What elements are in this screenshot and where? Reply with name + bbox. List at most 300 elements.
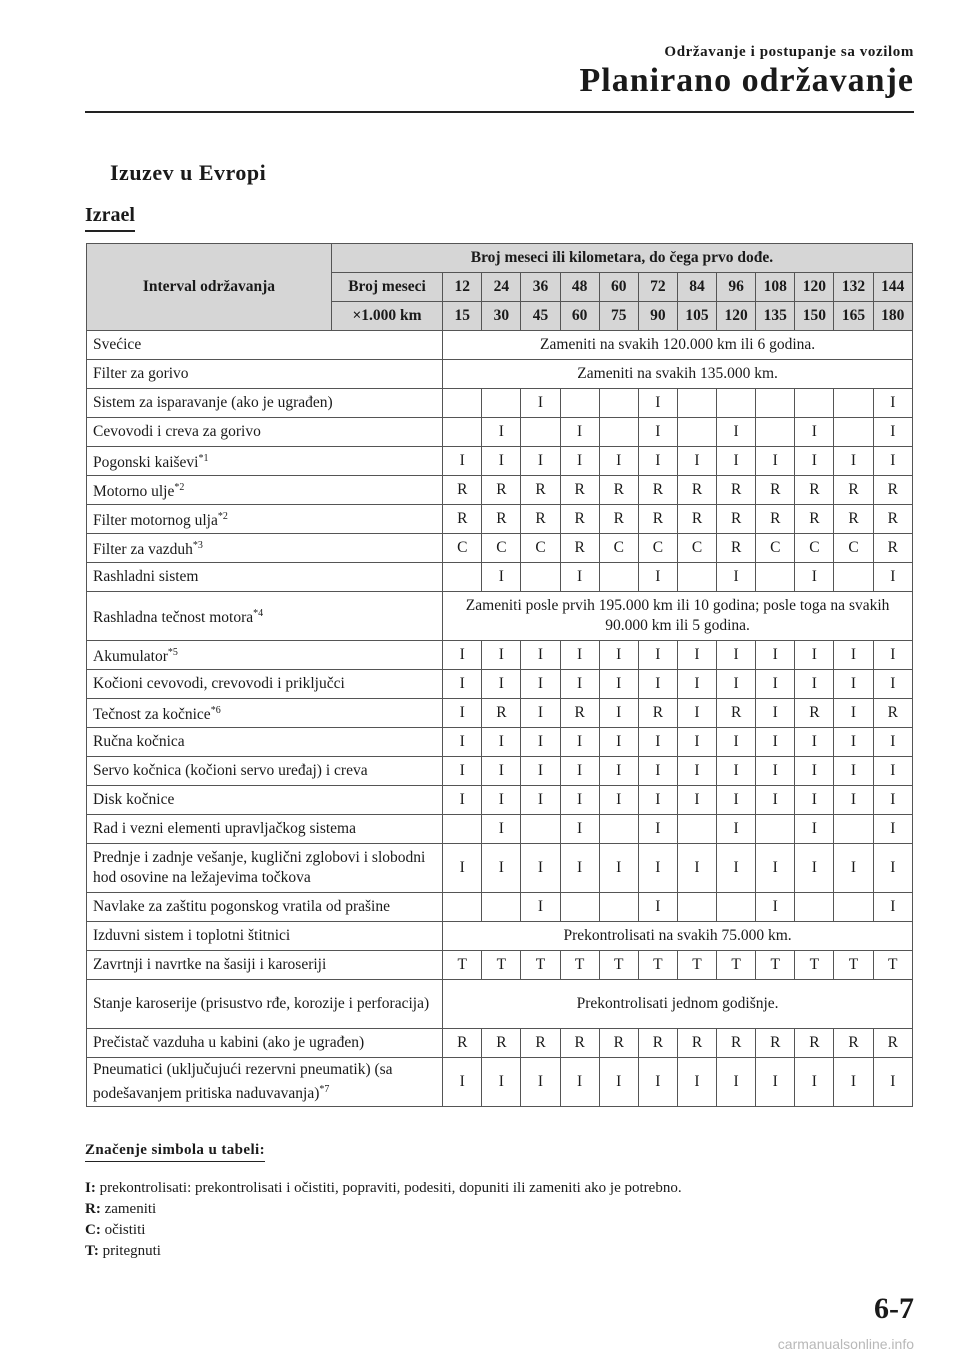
schedule-cell: I bbox=[795, 757, 834, 786]
row-item-cell bbox=[87, 563, 443, 592]
schedule-cell: I bbox=[560, 844, 599, 893]
schedule-cell: I bbox=[873, 757, 912, 786]
schedule-cell: R bbox=[873, 1029, 912, 1058]
schedule-cell: I bbox=[717, 786, 756, 815]
table-row bbox=[87, 389, 913, 418]
row-item-label: Servo kočnica (kočioni servo uređaj) i creva bbox=[93, 762, 368, 779]
table-row bbox=[87, 505, 913, 534]
schedule-cell: I bbox=[443, 757, 482, 786]
km-header: 15 bbox=[443, 302, 482, 331]
row-note-cell: Zameniti na svakih 135.000 km. bbox=[443, 360, 913, 389]
schedule-cell bbox=[443, 389, 482, 418]
schedule-cell: I bbox=[677, 757, 716, 786]
schedule-cell bbox=[795, 389, 834, 418]
row-item-cell bbox=[87, 476, 443, 505]
schedule-cell: R bbox=[834, 476, 873, 505]
row-item-cell bbox=[87, 844, 443, 893]
km-header: 165 bbox=[834, 302, 873, 331]
schedule-cell: I bbox=[873, 389, 912, 418]
km-header: 30 bbox=[482, 302, 521, 331]
schedule-cell: R bbox=[599, 505, 638, 534]
schedule-cell: R bbox=[677, 1029, 716, 1058]
schedule-cell: I bbox=[560, 1058, 599, 1107]
row-item-label: Motorno ulje bbox=[93, 483, 175, 500]
schedule-cell: I bbox=[443, 641, 482, 670]
footnote-marker: *5 bbox=[167, 647, 178, 658]
schedule-cell: C bbox=[677, 534, 716, 563]
schedule-cell: I bbox=[756, 699, 795, 728]
table-row bbox=[87, 476, 913, 505]
schedule-cell: R bbox=[482, 476, 521, 505]
schedule-cell: T bbox=[599, 951, 638, 980]
schedule-cell: I bbox=[638, 389, 677, 418]
schedule-cell: R bbox=[873, 476, 912, 505]
schedule-cell: C bbox=[756, 534, 795, 563]
schedule-cell: I bbox=[599, 447, 638, 476]
row-item-label: Sistem za isparavanje (ako je ugrađen) bbox=[93, 394, 333, 411]
table-row bbox=[87, 670, 913, 699]
schedule-cell: I bbox=[834, 1058, 873, 1107]
row-note-cell: Prekontrolisati jednom godišnje. bbox=[443, 980, 913, 1029]
table-row bbox=[87, 418, 913, 447]
schedule-cell: I bbox=[443, 447, 482, 476]
schedule-cell: I bbox=[443, 699, 482, 728]
km-header: 135 bbox=[756, 302, 795, 331]
schedule-cell: I bbox=[521, 670, 560, 699]
schedule-cell: I bbox=[638, 844, 677, 893]
row-item-cell bbox=[87, 418, 443, 447]
month-header: 48 bbox=[560, 273, 599, 302]
region-heading: Izrael bbox=[85, 204, 135, 232]
km-header: 60 bbox=[560, 302, 599, 331]
schedule-cell: I bbox=[521, 893, 560, 922]
row-item-cell bbox=[87, 815, 443, 844]
row-item-cell bbox=[87, 893, 443, 922]
months-label: Broj meseci bbox=[331, 273, 442, 302]
schedule-cell: I bbox=[717, 563, 756, 592]
schedule-cell: I bbox=[834, 641, 873, 670]
schedule-cell: I bbox=[717, 815, 756, 844]
schedule-cell bbox=[599, 418, 638, 447]
schedule-cell bbox=[560, 893, 599, 922]
schedule-cell: I bbox=[717, 670, 756, 699]
row-note-cell: Zameniti na svakih 120.000 km ili 6 godina. bbox=[443, 331, 913, 360]
schedule-cell: I bbox=[482, 844, 521, 893]
schedule-cell bbox=[599, 893, 638, 922]
table-row bbox=[87, 534, 913, 563]
schedule-cell: R bbox=[443, 1029, 482, 1058]
schedule-cell: I bbox=[677, 670, 716, 699]
schedule-cell: I bbox=[873, 670, 912, 699]
schedule-cell: I bbox=[638, 670, 677, 699]
schedule-cell bbox=[677, 893, 716, 922]
header-section-label: Održavanje i postupanje sa vozilom bbox=[664, 44, 914, 60]
table-row bbox=[87, 360, 913, 389]
schedule-cell bbox=[521, 418, 560, 447]
schedule-cell: I bbox=[521, 728, 560, 757]
schedule-cell: T bbox=[443, 951, 482, 980]
row-item-label: Filter motornog ulja bbox=[93, 512, 218, 529]
schedule-cell: R bbox=[834, 1029, 873, 1058]
schedule-cell: T bbox=[834, 951, 873, 980]
table-row bbox=[87, 980, 913, 1029]
schedule-cell: I bbox=[756, 641, 795, 670]
schedule-cell: I bbox=[599, 670, 638, 699]
schedule-cell: I bbox=[560, 786, 599, 815]
schedule-cell: I bbox=[873, 893, 912, 922]
schedule-cell bbox=[521, 563, 560, 592]
schedule-cell: I bbox=[795, 641, 834, 670]
header-divider bbox=[85, 111, 914, 113]
row-item-label: Stanje karoserije (prisustvo rđe, korozije i perforacija) bbox=[93, 995, 430, 1012]
schedule-cell: I bbox=[443, 1058, 482, 1107]
schedule-cell: I bbox=[717, 728, 756, 757]
row-item-cell bbox=[87, 505, 443, 534]
km-label: ×1.000 km bbox=[331, 302, 442, 331]
legend-text: očistiti bbox=[104, 1222, 146, 1238]
schedule-cell: I bbox=[677, 1058, 716, 1107]
table-row bbox=[87, 699, 913, 728]
month-header: 96 bbox=[717, 273, 756, 302]
schedule-cell: R bbox=[482, 505, 521, 534]
schedule-cell: I bbox=[599, 786, 638, 815]
schedule-cell: I bbox=[482, 641, 521, 670]
km-header: 180 bbox=[873, 302, 912, 331]
month-header: 144 bbox=[873, 273, 912, 302]
legend-item bbox=[85, 1220, 682, 1241]
footnote-marker: *2 bbox=[174, 482, 185, 493]
footnote-marker: *6 bbox=[210, 705, 221, 716]
schedule-cell: I bbox=[638, 815, 677, 844]
schedule-cell bbox=[443, 418, 482, 447]
schedule-cell: I bbox=[717, 447, 756, 476]
schedule-cell: I bbox=[638, 757, 677, 786]
schedule-cell: R bbox=[873, 534, 912, 563]
schedule-cell bbox=[599, 815, 638, 844]
schedule-cell: T bbox=[756, 951, 795, 980]
month-header: 120 bbox=[795, 273, 834, 302]
schedule-cell: I bbox=[873, 728, 912, 757]
table-row bbox=[87, 728, 913, 757]
month-header: 72 bbox=[638, 273, 677, 302]
row-item-cell bbox=[87, 592, 443, 641]
schedule-cell: R bbox=[482, 1029, 521, 1058]
schedule-cell: I bbox=[834, 844, 873, 893]
schedule-cell: I bbox=[795, 418, 834, 447]
schedule-cell bbox=[482, 389, 521, 418]
schedule-cell: I bbox=[482, 418, 521, 447]
schedule-cell: R bbox=[521, 505, 560, 534]
schedule-cell: C bbox=[599, 534, 638, 563]
schedule-cell: R bbox=[834, 505, 873, 534]
schedule-cell bbox=[443, 815, 482, 844]
schedule-cell: I bbox=[717, 641, 756, 670]
row-item-cell bbox=[87, 980, 443, 1029]
schedule-cell: I bbox=[599, 728, 638, 757]
row-note-cell: Zameniti posle prvih 195.000 km ili 10 godina; posle toga na svakih 90.000 km ili 5 godina. bbox=[443, 592, 913, 641]
schedule-cell: I bbox=[560, 563, 599, 592]
table-row bbox=[87, 641, 913, 670]
schedule-cell: R bbox=[638, 1029, 677, 1058]
maintenance-schedule-table bbox=[86, 243, 913, 1107]
schedule-cell: I bbox=[638, 728, 677, 757]
row-item-label: Filter za vazduh bbox=[93, 541, 193, 558]
schedule-cell: R bbox=[638, 505, 677, 534]
schedule-cell bbox=[717, 893, 756, 922]
schedule-cell: I bbox=[482, 1058, 521, 1107]
schedule-cell: R bbox=[560, 534, 599, 563]
schedule-cell: I bbox=[443, 670, 482, 699]
schedule-cell: R bbox=[756, 1029, 795, 1058]
schedule-cell: I bbox=[756, 893, 795, 922]
row-item-cell bbox=[87, 670, 443, 699]
schedule-cell: I bbox=[717, 844, 756, 893]
footnote-marker: *1 bbox=[198, 453, 209, 464]
row-item-label: Filter za gorivo bbox=[93, 365, 189, 382]
footnote-marker: *4 bbox=[253, 608, 264, 619]
schedule-cell: I bbox=[756, 447, 795, 476]
schedule-cell: I bbox=[482, 447, 521, 476]
schedule-cell bbox=[443, 893, 482, 922]
schedule-cell: R bbox=[717, 534, 756, 563]
row-item-label: Navlake za zaštitu pogonskog vratila od prašine bbox=[93, 898, 390, 915]
schedule-cell bbox=[677, 418, 716, 447]
schedule-cell: I bbox=[834, 757, 873, 786]
schedule-cell: I bbox=[443, 844, 482, 893]
schedule-cell: T bbox=[521, 951, 560, 980]
schedule-cell: R bbox=[677, 476, 716, 505]
table-row bbox=[87, 844, 913, 893]
row-item-label: Prednje i zadnje vešanje, kuglični zglobovi i slobodni hod osovine na ležajevima točkova bbox=[93, 849, 426, 886]
schedule-cell: I bbox=[873, 563, 912, 592]
schedule-cell: I bbox=[795, 1058, 834, 1107]
schedule-cell bbox=[756, 815, 795, 844]
schedule-cell: I bbox=[717, 757, 756, 786]
table-row bbox=[87, 447, 913, 476]
schedule-cell bbox=[482, 893, 521, 922]
schedule-cell: I bbox=[873, 844, 912, 893]
schedule-cell: T bbox=[717, 951, 756, 980]
schedule-cell: R bbox=[560, 1029, 599, 1058]
schedule-cell bbox=[521, 815, 560, 844]
page-number: 6-7 bbox=[874, 1292, 914, 1325]
schedule-cell: R bbox=[795, 699, 834, 728]
schedule-cell: I bbox=[560, 815, 599, 844]
row-item-cell bbox=[87, 786, 443, 815]
watermark: carmanualsonline.info bbox=[777, 1336, 914, 1352]
schedule-cell: R bbox=[521, 1029, 560, 1058]
row-item-cell bbox=[87, 447, 443, 476]
row-item-cell bbox=[87, 389, 443, 418]
schedule-cell: I bbox=[756, 670, 795, 699]
schedule-cell: C bbox=[795, 534, 834, 563]
schedule-cell: T bbox=[560, 951, 599, 980]
schedule-cell bbox=[560, 389, 599, 418]
km-header: 150 bbox=[795, 302, 834, 331]
schedule-cell: I bbox=[638, 563, 677, 592]
month-header: 84 bbox=[677, 273, 716, 302]
schedule-cell: I bbox=[521, 786, 560, 815]
schedule-cell: C bbox=[638, 534, 677, 563]
row-item-label: Pneumatici (uključujući rezervni pneumatik) (sa podešavanjem pritiska naduvavanja) bbox=[93, 1061, 393, 1102]
row-item-cell bbox=[87, 360, 443, 389]
row-item-cell bbox=[87, 1058, 443, 1107]
schedule-cell bbox=[834, 418, 873, 447]
schedule-cell: I bbox=[482, 670, 521, 699]
footnote-marker: *2 bbox=[217, 511, 228, 522]
schedule-cell: I bbox=[482, 728, 521, 757]
schedule-cell: I bbox=[521, 641, 560, 670]
row-item-label: Kočioni cevovodi, crevovodi i priključci bbox=[93, 675, 345, 692]
schedule-cell: I bbox=[521, 757, 560, 786]
schedule-cell: R bbox=[873, 699, 912, 728]
row-item-cell bbox=[87, 641, 443, 670]
table-body bbox=[87, 331, 913, 1107]
row-item-label: Rashladna tečnost motora bbox=[93, 609, 254, 626]
schedule-cell: R bbox=[795, 1029, 834, 1058]
schedule-cell: I bbox=[756, 786, 795, 815]
schedule-cell bbox=[756, 563, 795, 592]
schedule-cell: I bbox=[560, 641, 599, 670]
month-header: 12 bbox=[443, 273, 482, 302]
schedule-cell: I bbox=[834, 786, 873, 815]
schedule-cell: R bbox=[717, 699, 756, 728]
table-header-row bbox=[87, 244, 913, 273]
schedule-cell: C bbox=[443, 534, 482, 563]
schedule-cell: I bbox=[443, 786, 482, 815]
schedule-cell bbox=[677, 389, 716, 418]
row-item-cell bbox=[87, 757, 443, 786]
schedule-cell: C bbox=[521, 534, 560, 563]
legend-key: I: bbox=[85, 1180, 96, 1196]
schedule-cell: R bbox=[560, 699, 599, 728]
schedule-cell: R bbox=[599, 476, 638, 505]
schedule-cell: R bbox=[482, 699, 521, 728]
schedule-cell: I bbox=[638, 1058, 677, 1107]
row-item-label: Ručna kočnica bbox=[93, 733, 185, 750]
schedule-cell: I bbox=[638, 418, 677, 447]
schedule-cell: I bbox=[482, 815, 521, 844]
schedule-cell: I bbox=[443, 728, 482, 757]
group-header: Broj meseci ili kilometara, do čega prvo dođe. bbox=[331, 244, 912, 273]
table-row bbox=[87, 757, 913, 786]
schedule-cell: I bbox=[756, 1058, 795, 1107]
schedule-cell: I bbox=[677, 699, 716, 728]
schedule-cell: I bbox=[599, 844, 638, 893]
subsection-heading: Izuzev u Evropi bbox=[110, 160, 267, 185]
schedule-cell: I bbox=[638, 893, 677, 922]
schedule-cell bbox=[677, 815, 716, 844]
footnote-marker: *7 bbox=[319, 1084, 330, 1095]
schedule-cell: I bbox=[873, 418, 912, 447]
schedule-cell: I bbox=[873, 641, 912, 670]
schedule-cell: R bbox=[443, 476, 482, 505]
table-row bbox=[87, 893, 913, 922]
schedule-cell bbox=[834, 389, 873, 418]
table-row bbox=[87, 1058, 913, 1107]
schedule-cell: I bbox=[756, 728, 795, 757]
schedule-cell: I bbox=[521, 844, 560, 893]
table-row bbox=[87, 922, 913, 951]
page-title: Planirano održavanje bbox=[579, 62, 914, 99]
schedule-cell: I bbox=[638, 641, 677, 670]
table-row bbox=[87, 592, 913, 641]
schedule-cell: I bbox=[834, 670, 873, 699]
schedule-cell bbox=[834, 815, 873, 844]
month-header: 108 bbox=[756, 273, 795, 302]
schedule-cell: I bbox=[560, 670, 599, 699]
row-item-label: Pogonski kaiševi bbox=[93, 454, 199, 471]
schedule-cell: I bbox=[795, 815, 834, 844]
km-header: 75 bbox=[599, 302, 638, 331]
schedule-cell: I bbox=[599, 1058, 638, 1107]
row-item-label: Akumulator bbox=[93, 648, 168, 665]
schedule-cell: R bbox=[521, 476, 560, 505]
schedule-cell: R bbox=[756, 505, 795, 534]
schedule-cell: I bbox=[638, 447, 677, 476]
footnote-marker: *3 bbox=[192, 540, 203, 551]
schedule-cell: I bbox=[756, 757, 795, 786]
row-item-label: Izduvni sistem i toplotni štitnici bbox=[93, 927, 291, 944]
row-item-label: Rad i vezni elementi upravljačkog sistema bbox=[93, 820, 356, 837]
schedule-cell: I bbox=[482, 563, 521, 592]
schedule-cell: R bbox=[717, 505, 756, 534]
schedule-cell: R bbox=[873, 505, 912, 534]
schedule-cell bbox=[756, 418, 795, 447]
schedule-cell: I bbox=[599, 699, 638, 728]
schedule-cell: T bbox=[795, 951, 834, 980]
schedule-cell: R bbox=[795, 476, 834, 505]
schedule-cell: I bbox=[795, 786, 834, 815]
km-header: 90 bbox=[638, 302, 677, 331]
schedule-cell: I bbox=[482, 757, 521, 786]
table-row bbox=[87, 951, 913, 980]
legend-text: prekontrolisati: prekontrolisati i očistiti, popraviti, podesiti, dopuniti ili zameniti ako je potrebno. bbox=[99, 1180, 682, 1196]
row-item-cell bbox=[87, 728, 443, 757]
schedule-cell: I bbox=[677, 786, 716, 815]
schedule-cell: I bbox=[521, 1058, 560, 1107]
schedule-cell bbox=[795, 893, 834, 922]
schedule-cell: I bbox=[560, 418, 599, 447]
schedule-cell: I bbox=[521, 389, 560, 418]
legend-title: Značenje simbola u tabeli: bbox=[85, 1142, 265, 1162]
table-row bbox=[87, 563, 913, 592]
schedule-cell bbox=[677, 563, 716, 592]
schedule-cell: R bbox=[717, 476, 756, 505]
km-header: 105 bbox=[677, 302, 716, 331]
schedule-cell: I bbox=[560, 728, 599, 757]
schedule-cell: I bbox=[873, 447, 912, 476]
schedule-cell: I bbox=[834, 728, 873, 757]
schedule-cell: R bbox=[756, 476, 795, 505]
schedule-cell: I bbox=[677, 844, 716, 893]
legend-key: C: bbox=[85, 1222, 101, 1238]
schedule-cell: I bbox=[599, 641, 638, 670]
schedule-cell: I bbox=[560, 447, 599, 476]
row-item-cell bbox=[87, 534, 443, 563]
row-item-cell bbox=[87, 331, 443, 360]
row-item-cell bbox=[87, 922, 443, 951]
schedule-cell: T bbox=[638, 951, 677, 980]
row-item-label: Tečnost za kočnice bbox=[93, 706, 211, 723]
schedule-cell: I bbox=[795, 844, 834, 893]
row-item-label: Prečistač vazduha u kabini (ako je ugrađen) bbox=[93, 1034, 365, 1051]
schedule-cell: R bbox=[717, 1029, 756, 1058]
schedule-cell: R bbox=[560, 505, 599, 534]
row-item-cell bbox=[87, 951, 443, 980]
month-header: 24 bbox=[482, 273, 521, 302]
month-header: 60 bbox=[599, 273, 638, 302]
